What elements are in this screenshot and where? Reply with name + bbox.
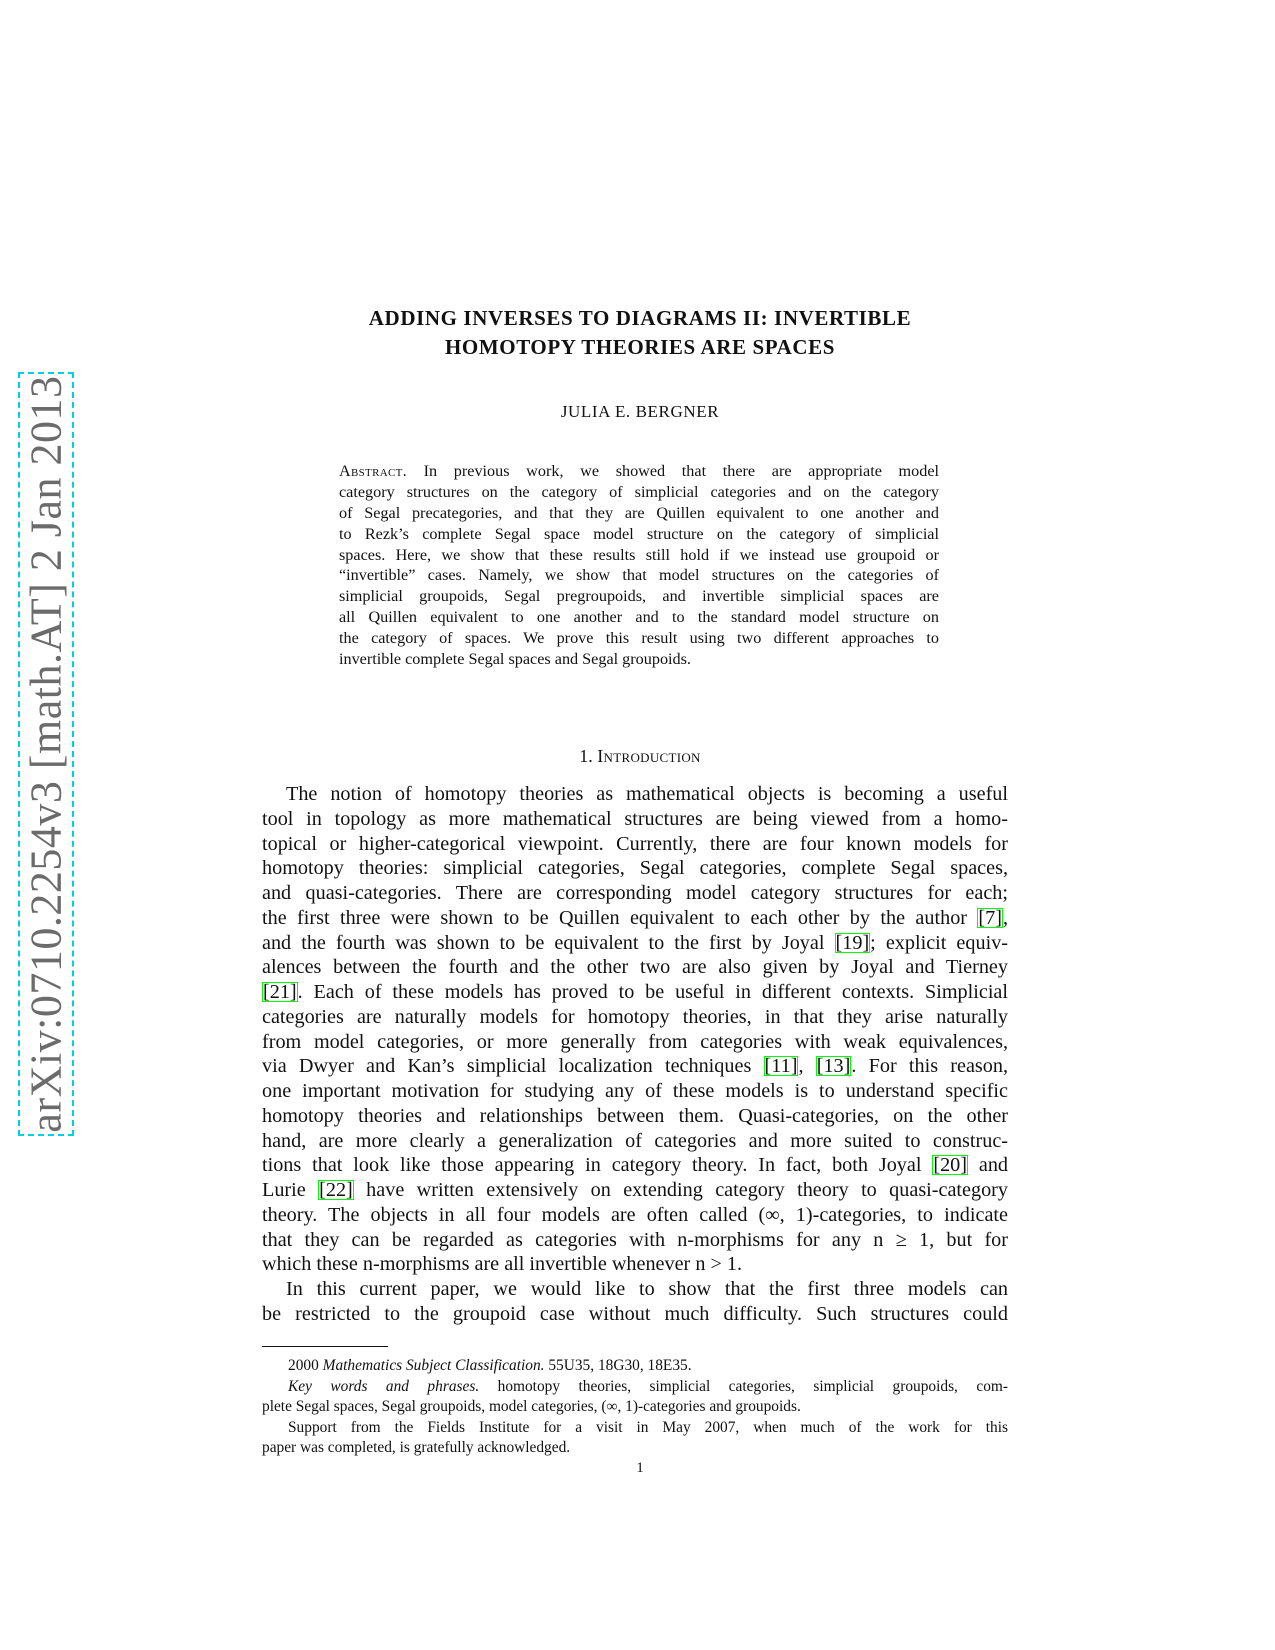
footnote-support-continued: paper was completed, is gratefully acknowledged. bbox=[262, 1439, 571, 1456]
body-line: alences between the fourth and the other two are also given by Joyal and Tierney bbox=[262, 956, 1008, 979]
title-line-1: ADDING INVERSES TO DIAGRAMS II: INVERTIBLE bbox=[368, 306, 912, 330]
footnote-rule bbox=[262, 1346, 388, 1347]
footnotes bbox=[262, 1356, 1008, 1459]
citation-link-13[interactable]: [13] bbox=[816, 1055, 851, 1078]
body-line: Lurie [22] have written extensively on extending category theory to quasi-category bbox=[262, 1179, 1009, 1201]
body-line: The notion of homotopy theories as mathematical objects is becoming a useful bbox=[286, 783, 1008, 805]
paper-title bbox=[250, 304, 1030, 362]
introduction-body bbox=[262, 782, 1008, 1327]
citation-link-7[interactable]: [7] bbox=[978, 906, 1002, 929]
body-line: homotopy theories: simplicial categories, Segal categories, complete Segal spaces, bbox=[262, 857, 1008, 880]
body-line: tool in topology as more mathematical structures are being viewed from a homo- bbox=[262, 807, 1008, 830]
body-line: from model categories, or more generally from categories with weak equivalences, bbox=[262, 1030, 1008, 1053]
body-line: theory. The objects in all four models are often called (∞, 1)-categories, to indicate bbox=[262, 1203, 1008, 1226]
abstract-line: all Quillen equivalent to one another and to the standard model structure on bbox=[339, 608, 939, 627]
arxiv-identifier: arXiv:0710.2254v3 [math.AT] 2 Jan 2013 bbox=[21, 375, 71, 1133]
abstract-line: the category of spaces. We prove this result using two different approaches to bbox=[339, 629, 939, 648]
body-line: via Dwyer and Kan’s simplicial localization techniques [11], [13]. For this reason, bbox=[262, 1055, 1009, 1078]
abstract-line: Abstract. In previous work, we showed that there are appropriate model bbox=[339, 462, 940, 480]
abstract-line: of Segal precategories, and that they are Quillen equivalent to one another and bbox=[339, 503, 939, 522]
footnote-keywords-continued: plete Segal spaces, Segal groupoids, model categories, (∞, 1)-categories and groupoids. bbox=[262, 1398, 801, 1415]
abstract-line: invertible complete Segal spaces and Segal groupoids. bbox=[339, 650, 691, 669]
citation-link-20[interactable]: [20] bbox=[933, 1154, 967, 1177]
abstract-label: Abstract. bbox=[339, 462, 407, 480]
abstract bbox=[339, 461, 939, 670]
citation-link-21[interactable]: [21] bbox=[263, 981, 297, 1003]
abstract-line: “invertible” cases. Namely, we show that model structures on the categories of bbox=[339, 566, 939, 585]
author-name: JULIA E. BERGNER bbox=[560, 402, 720, 421]
abstract-line: simplicial groupoids, Segal pregroupoids, and invertible simplicial spaces are bbox=[339, 587, 939, 606]
body-line: one important motivation for studying any of these models is to understand specific bbox=[262, 1080, 1008, 1102]
footnote-keywords: Key words and phrases. homotopy theories, simplicial categories, simplicial groupoids, com- bbox=[288, 1377, 1008, 1395]
section-title: Introduction bbox=[597, 746, 701, 766]
citation-link-11[interactable]: [11] bbox=[764, 1055, 798, 1078]
footnote-support: Support from the Fields Institute for a visit in May 2007, when much of the work for this bbox=[288, 1418, 1008, 1436]
page-number: 1 bbox=[636, 1460, 644, 1476]
section-heading-introduction bbox=[250, 746, 1030, 767]
body-line: In this current paper, we would like to show that the first three models can bbox=[286, 1278, 1008, 1300]
citation-link-19[interactable]: [19] bbox=[835, 931, 870, 954]
abstract-line: to Rezk’s complete Segal space model structure on the category of simplicial bbox=[339, 524, 939, 543]
body-line: the first three were shown to be Quillen equivalent to each other by the author [7], bbox=[262, 906, 1009, 929]
body-line: categories are naturally models for homotopy theories, in that they arise naturally bbox=[262, 1005, 1008, 1028]
footnote-msc: 2000 Mathematics Subject Classification. 55U35, 18G30, 18E35. bbox=[288, 1357, 692, 1374]
abstract-line: spaces. Here, we show that these results still hold if we instead use groupoid or bbox=[339, 545, 939, 564]
body-line: tions that look like those appearing in category theory. In fact, both Joyal [20] and bbox=[262, 1154, 1009, 1177]
body-line: [21]. Each of these models has proved to be useful in different contexts. Simplicial bbox=[263, 981, 1008, 1003]
body-line: hand, are more clearly a generalization of categories and more suited to construc- bbox=[262, 1129, 1008, 1152]
arxiv-identifier-stamp bbox=[18, 372, 74, 1136]
body-line: and quasi-categories. There are corresponding model category structures for each; bbox=[262, 882, 1008, 904]
title-line-2: HOMOTOPY THEORIES ARE SPACES bbox=[444, 335, 836, 359]
section-number: 1. bbox=[579, 746, 593, 766]
body-line: topical or higher-categorical viewpoint. Currently, there are four known models for bbox=[262, 832, 1008, 855]
body-line: that they can be regarded as categories with n-morphisms for any n ≥ 1, but for bbox=[262, 1228, 1008, 1251]
body-line: be restricted to the groupoid case without much difficulty. Such structures could bbox=[262, 1302, 1008, 1325]
body-line: homotopy theories and relationships between them. Quasi-categories, on the other bbox=[262, 1104, 1008, 1127]
citation-link-22[interactable]: [22] bbox=[319, 1179, 353, 1201]
abstract-line: category structures on the category of simplicial categories and on the category bbox=[339, 482, 939, 501]
body-line: which these n-morphisms are all invertible whenever n > 1. bbox=[262, 1253, 743, 1276]
body-line: and the fourth was shown to be equivalent to the first by Joyal [19]; explicit equiv- bbox=[262, 931, 1009, 954]
